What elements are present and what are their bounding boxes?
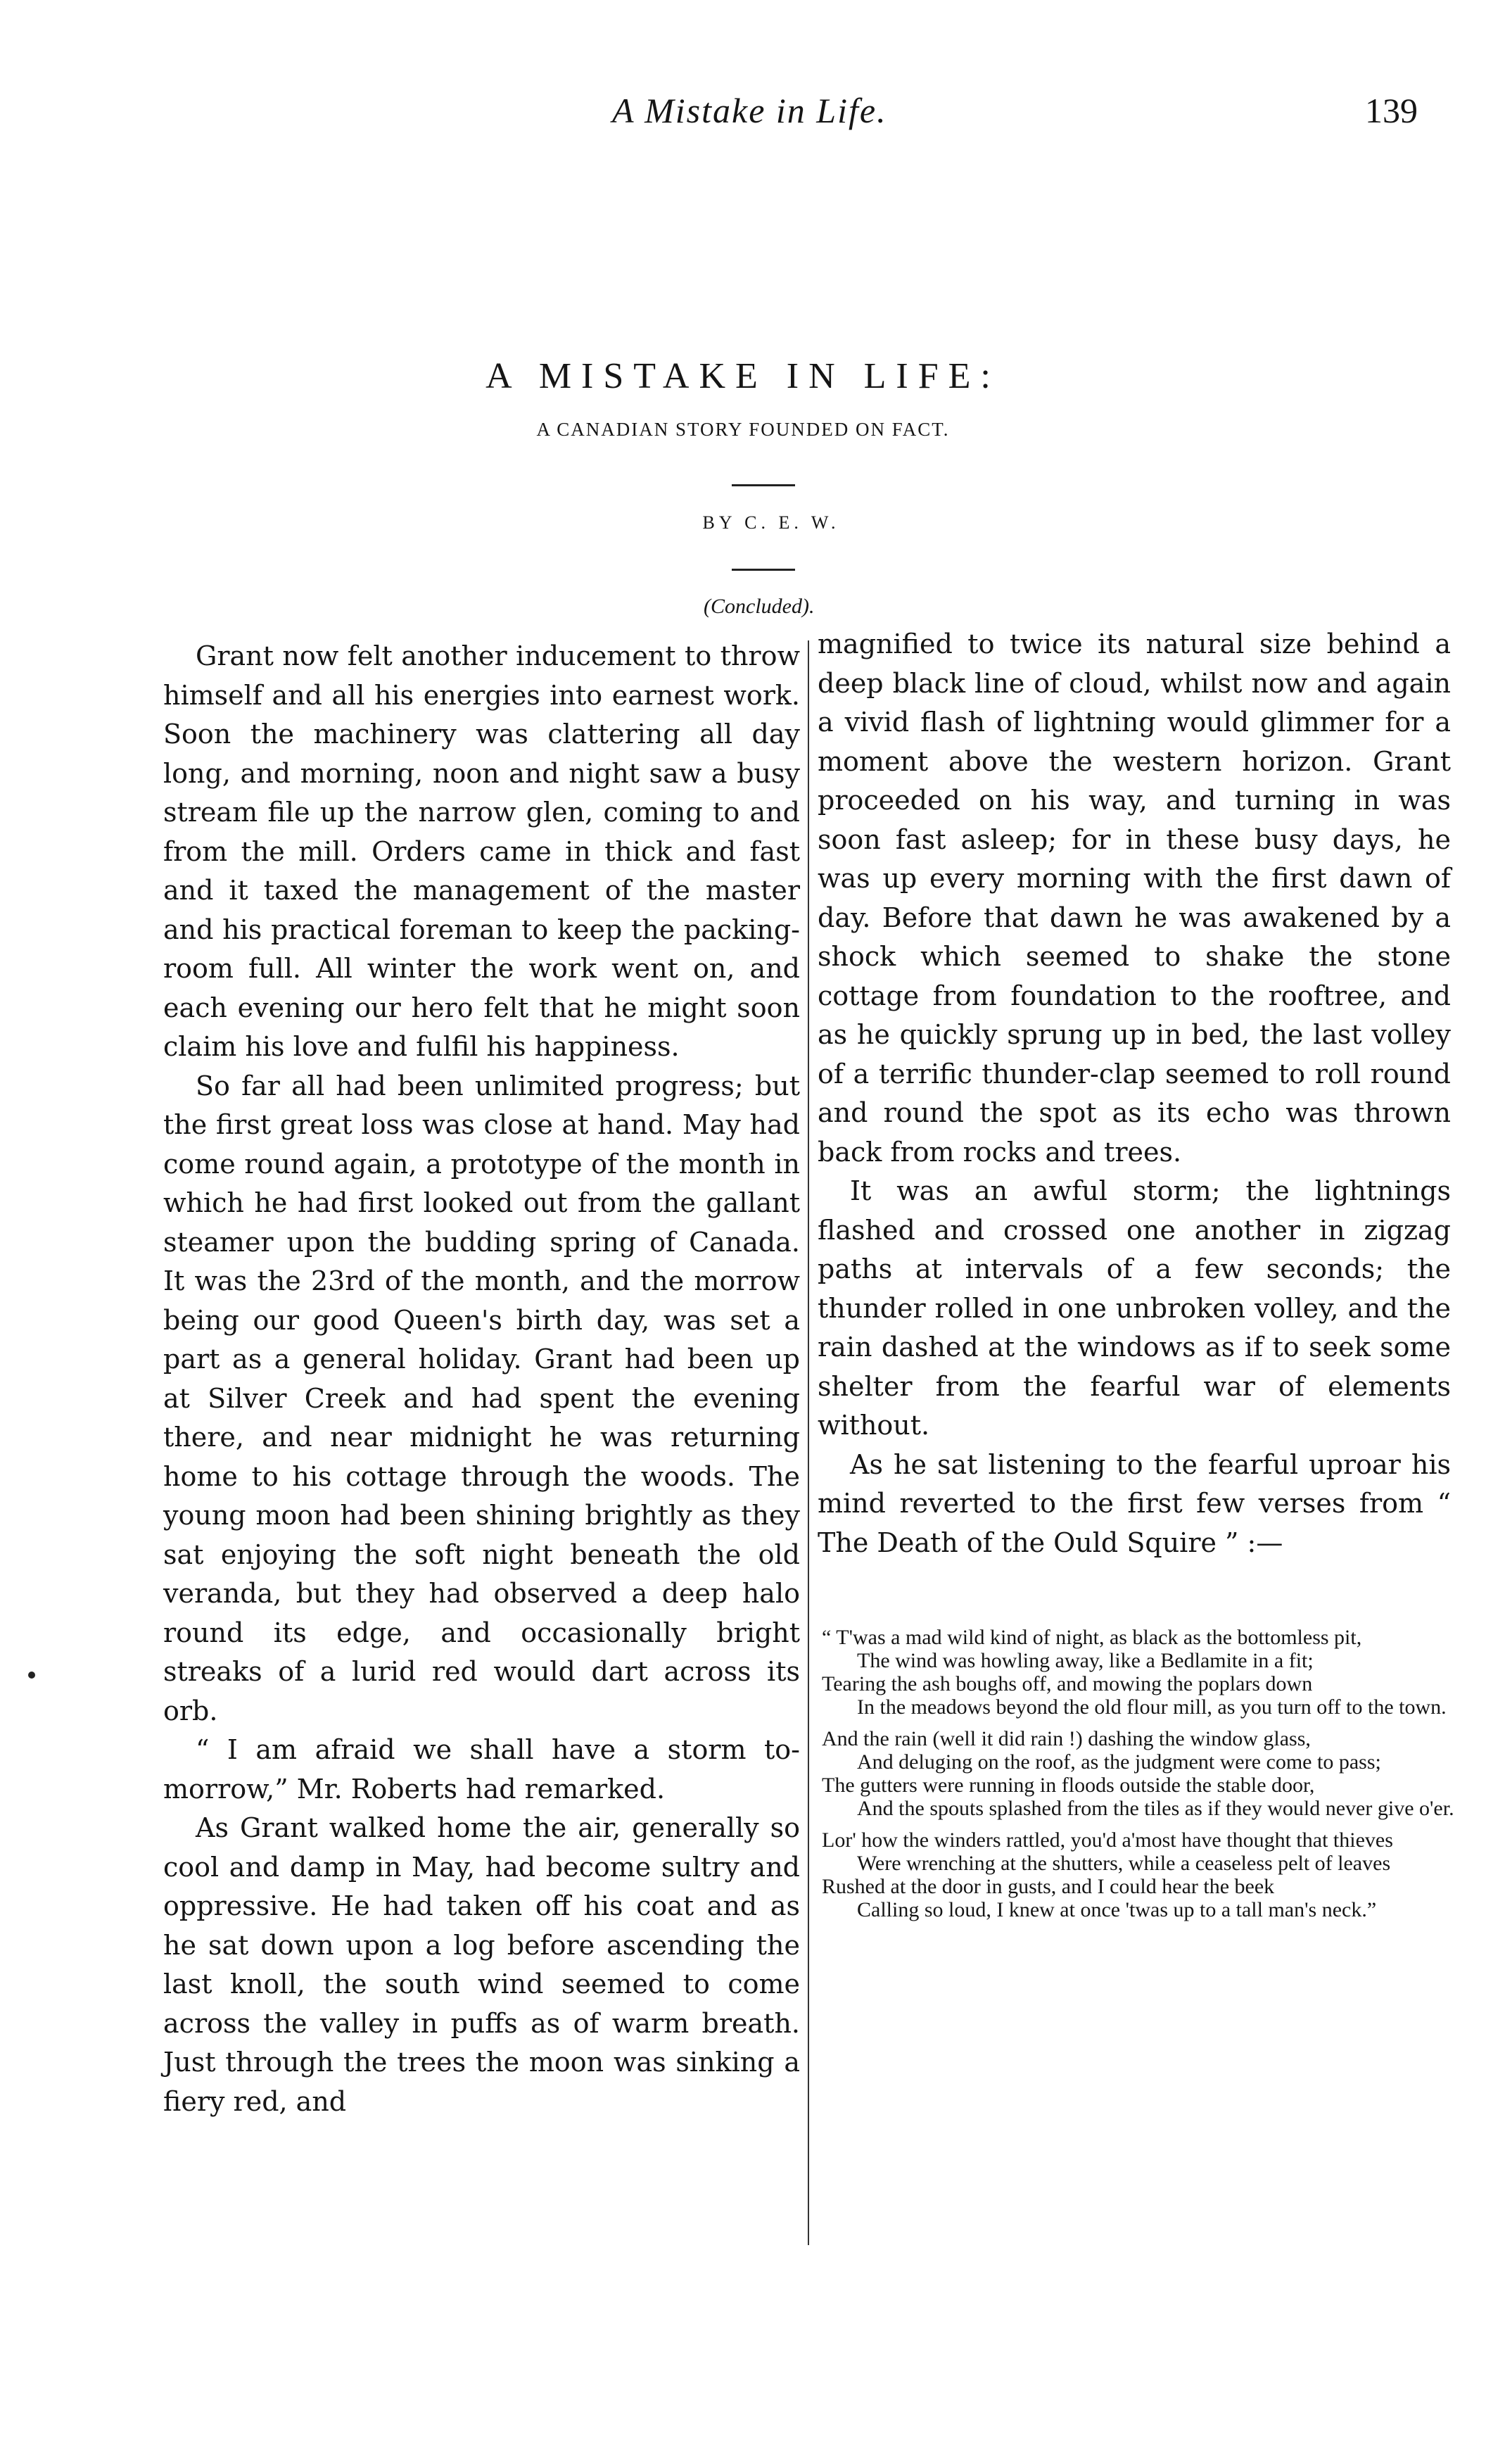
- poem-line: And the spouts splashed from the tiles as if they would never give o'er.: [857, 1797, 1454, 1820]
- concluded-note: (Concluded).: [704, 595, 815, 618]
- paragraph: As Grant walked home the air, generally so cool and damp in May, had become sultry and oppressive. He had taken off his coat and as he sat down upon a log before ascending the last knoll, the south wind seemed to come across the valley in puffs as of warm breath. Just through the trees the moon was sinking a fiery red, and: [163, 1812, 800, 2117]
- paragraph: It was an awful storm; the lightnings flashed and crossed one another in zigzag paths at intervals of a few seconds; the thunder rolled in one unbroken volley, and the rain dashed at the windows as if to seek some shelter from the fearful war of elements without.: [818, 1175, 1451, 1441]
- poem-line: Were wrenching at the shutters, while a ceaseless pelt of leaves: [857, 1852, 1391, 1875]
- paragraph: “ I am afraid we shall have a storm to-morrow,” Mr. Roberts had remarked.: [163, 1734, 800, 1805]
- poem-stanza: [822, 1727, 1462, 1820]
- poem-line: Rushed at the door in gusts, and I could hear the beek: [822, 1875, 1275, 1898]
- paragraph: So far all had been unlimited progress; but the first great loss was close at hand. May had come round again, a prototype of the month in which he had first looked out from the gallant steamer upon the budding spring of Canada. It was the 23rd of the month, and the morrow being our good Queen's birth day, was set a part as a general holiday. Grant had been up at Silver Creek and had spent the evening there, and near midnight he was returning home to his cottage through the woods. The young moon had been shining brightly as they sat enjoying the soft night beneath the old veranda, but they had observed a deep halo round its edge, and occasionally bright streaks of a lurid red would dart across its orb.: [163, 1070, 800, 1726]
- title-rule-bottom: [732, 569, 795, 571]
- poem-line: And the rain (well it did rain !) dashing the window glass,: [822, 1727, 1311, 1750]
- poem-line: And deluging on the roof, as the judgment were come to pass;: [857, 1750, 1381, 1774]
- poem-line: “ T'was a mad wild kind of night, as black as the bottomless pit,: [822, 1626, 1362, 1649]
- poem-quote: [822, 1626, 1462, 1930]
- poem-line: The wind was howling away, like a Bedlamite in a fit;: [857, 1649, 1314, 1672]
- article-subtitle: A CANADIAN STORY FOUNDED ON FACT.: [536, 419, 950, 440]
- poem-line: Lor' how the winders rattled, you'd a'most have thought that thieves: [822, 1828, 1393, 1852]
- running-title: A Mistake in Life.: [612, 91, 887, 130]
- paragraph: Grant now felt another inducement to throw himself and all his energies into earnest work. Soon the machinery was clattering all day long, and morning, noon and night saw a busy stream file up the narrow glen, coming to and from the mill. Orders came in thick and fast and it taxed the management of the master and his practical foreman to keep the packing-room full. All winter the work went on, and each evening our hero felt that he might soon claim his love and fulfil his happiness.: [163, 640, 800, 1062]
- page-number: 139: [1365, 91, 1418, 130]
- byline: BY C. E. W.: [702, 512, 840, 533]
- poem-stanza: [822, 1626, 1462, 1719]
- column-right: [818, 625, 1451, 1562]
- poem-line: In the meadows beyond the old flour mill, as you turn off to the town.: [857, 1695, 1447, 1719]
- article-title: A MISTAKE IN LIFE:: [485, 356, 1001, 396]
- poem-line: The gutters were running in floods outside the stable door,: [822, 1774, 1315, 1797]
- poem-stanza: [822, 1828, 1462, 1921]
- margin-dot: [28, 1672, 35, 1679]
- column-left: [163, 637, 800, 2121]
- poem-line: Tearing the ash boughs off, and mowing the poplars down: [822, 1672, 1313, 1695]
- poem-line: Calling so loud, I knew at once 'twas up to a tall man's neck.”: [857, 1898, 1377, 1921]
- paragraph: magnified to twice its natural size behind a deep black line of cloud, whilst now and again a vivid flash of lightning would glimmer for a moment above the western horizon. Grant proceeded on his way, and turning in was soon fast asleep; for in these busy days, he was up every morning with the first dawn of day. Before that dawn he was awakened by a shock which seemed to shake the stone cottage from foundation to the rooftree, and as he quickly sprung up in bed, the last volley of a terrific thunder-clap seemed to roll round and round the spot as its echo was thrown back from rocks and trees.: [818, 628, 1451, 1168]
- title-rule-top: [732, 484, 795, 486]
- paragraph: As he sat listening to the fearful uproar his mind reverted to the first few verses from “ The Death of the Ould Squire ” :—: [818, 1448, 1451, 1558]
- column-divider: [808, 640, 809, 2245]
